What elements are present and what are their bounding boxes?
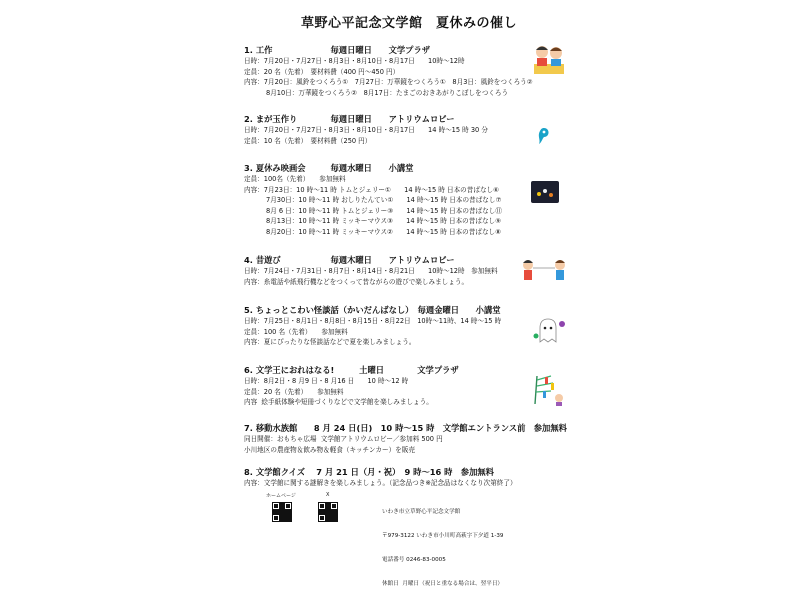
crafting-kids-illustration	[532, 42, 566, 76]
section-line: 8月13日：10 時～11 時 ミッキーマウス③ 14 時～15 時 日本の昔ばなし⑨	[266, 217, 502, 225]
section-line: 内容：糸電話や紙飛行機などをつくって昔ながらの遊びで楽しみましょう。	[244, 277, 469, 286]
movie-screen-illustration	[530, 180, 560, 206]
section-line: 日時：7月25日・8月1日・8月8日・8月15日・8月22日 10時～11時、14 時～15 時	[244, 317, 502, 325]
section-line: 内容：夏にぴったりな怪談話などで夏を楽しみましょう。	[244, 338, 416, 346]
page-title: 草野心平記念文学館 夏休みの催し	[300, 16, 517, 31]
section-line: 定員：100 名（先着） 参加無料	[244, 327, 348, 336]
section-line: 日時：7月20日・7月27日・8月3日・8月10日・8月17日 14 時～15 時 30 分	[244, 126, 488, 134]
section-line: 内容：7月23日：10 時～11 時 トムとジェリー① 14 時～15 時 日本の昔ばなし⑥	[244, 185, 500, 194]
section-line: 日時：7月20日・7月27日・8月3日・8月10日・8月17日 10時～12時	[244, 57, 465, 65]
section-heading: 5. ちょっとこわい怪談話（かいだんばなし） 毎週金曜日 小講堂	[244, 305, 501, 315]
section-heading: 1. 工作 毎週日曜日 文学プラザ	[244, 45, 431, 55]
section-line: 8月20日：10 時～11 時 ミッキーマウス② 14 時～15 時 日本の昔ばなし⑧	[266, 227, 502, 236]
string-phone-kids-illustration	[520, 256, 568, 284]
section-line: 7月30日：10 時～11 時 おしりたんてい① 14 時～15 時 日本の昔ばなし⑦	[266, 196, 502, 204]
section-line: 定員：10 名（先着） 要材料費（250 円）	[244, 136, 372, 145]
section-old-games	[244, 254, 544, 287]
section-line: 8月10日：万華鏡をつくろう② 8月17日：たまごのおきあがりこぼしをつくろう	[266, 88, 509, 97]
section-line: 同日開催：おもちゃ広場 文学館アトリウムロビー／参加料 500 円	[244, 435, 443, 443]
section-line: 内容：7月20日：風鈴をつくろう① 7月27日：万華鏡をつくろう① 8月3日：風鈴をつくろう②	[244, 78, 533, 86]
section-magatama	[244, 113, 544, 146]
section-heading: 2. まが玉作り 毎週日曜日 アトリウムロビー	[244, 114, 455, 124]
section-line: 定員：100名（先着） 参加無料	[244, 175, 346, 183]
section-line: 小川地区の農産物＆飲み物＆軽食（キッチンカー）を販売	[244, 445, 415, 454]
section-heading: 4. 昔遊び 毎週木曜日 アトリウムロビー	[244, 255, 455, 265]
museum-address	[382, 492, 504, 604]
homepage-label: ホームページ	[266, 493, 296, 499]
postal-address: 〒979-3122 いわき市小川町高萩字下夕道 1-39	[382, 533, 504, 539]
section-ghost-stories	[244, 304, 544, 348]
section-movie	[244, 162, 544, 237]
flyer-page	[244, 0, 574, 587]
section-heading: 3. 夏休み映画会 毎週水曜日 小講堂	[244, 163, 414, 173]
section-mobile-aquarium	[244, 422, 574, 455]
section-literature-king	[244, 364, 544, 408]
section-crafting	[244, 44, 544, 98]
section-heading: 6. 文学王におれはなる! 土曜日 文学プラザ	[244, 365, 459, 375]
section-line: 日時：7月24日・7月31日・8月7日・8月14日・8月21日 10時～12時 参加無料	[244, 267, 498, 275]
ghost-illustration	[532, 316, 570, 346]
section-line: 定員：20 名（先着） 要材料費（400 円～450 円）	[244, 67, 400, 76]
museum-name: いわき市立草野心平記念文学館	[382, 509, 461, 515]
footer	[244, 492, 574, 587]
section-line: 日時：8月2日・8 月9 日・8 月16 日 10 時～12 時	[244, 377, 409, 385]
section-heading: 8. 文学館クイズ 7 月 21 日（月・祝） 9 時～16 時 参加無料	[244, 467, 494, 477]
section-line: 内容 絵手紙体験や短冊づくりなどで文学館を楽しみましょう。	[244, 398, 433, 406]
section-quiz	[244, 466, 574, 489]
closed-days: 休館日 月曜日（祝日と重なる場合は、翌平日）	[382, 581, 504, 587]
section-heading: 7. 移動水族館 8 月 24 日(日) 10 時～15 時 文学館エントランス前 参加無料	[244, 423, 567, 433]
section-line: 定員：20 名（先着） 参加無料	[244, 387, 344, 396]
section-line: 内容：文学館に関する謎解きを楽しみましょう。（記念品つき※記念品はなくなり次第終了）	[244, 479, 517, 487]
x-qr-code[interactable]	[318, 502, 338, 522]
homepage-qr-code[interactable]	[272, 502, 292, 522]
phone-number: 電話番号 0246-83-0005	[382, 557, 446, 563]
x-label: X	[326, 492, 330, 498]
magatama-icon	[537, 127, 551, 145]
tanabata-illustration	[527, 374, 567, 406]
section-line: 8月 6 日：10 時～11 時 トムとジェリー③ 14 時～15 時 日本の昔ばなし⑪	[266, 206, 502, 215]
